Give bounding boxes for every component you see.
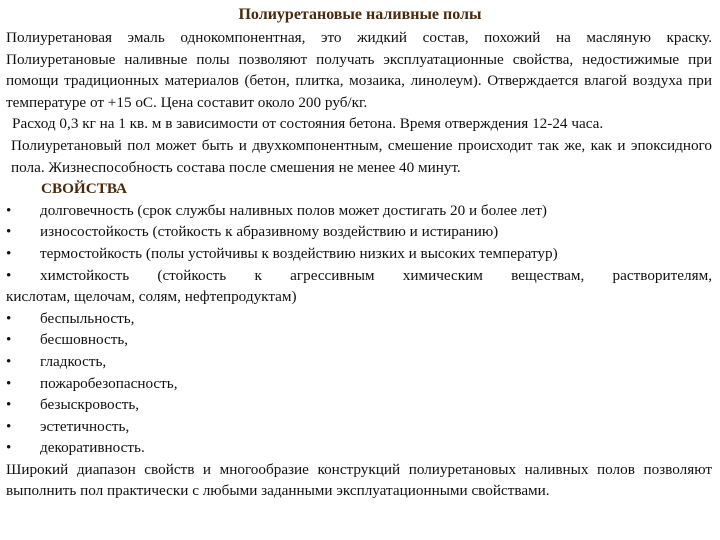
list-item-text: долговечность (срок службы наливных полов может достигать 20 и более лет) (40, 201, 547, 219)
consumption-paragraph: Расход 0,3 кг на 1 кв. м в зависимости от состояния бетона. Время отверждения 12-24 часа. (12, 115, 604, 133)
list-item (6, 200, 712, 222)
conclusion-paragraph: Широкий диапазон свойств и многообразие конструкций полиуретановых наливных полов позволяют выполнить пол практически с любыми заданными эксплуатационными свойствами. (6, 460, 712, 500)
list-item-text: бесшовность, (40, 331, 129, 349)
bullet-icon: • (6, 352, 12, 370)
document-title: Полиуретановые наливные полы (238, 6, 482, 23)
list-item (6, 243, 712, 265)
bullet-icon: • (6, 439, 12, 457)
list-item (6, 351, 712, 373)
properties-list (6, 200, 712, 459)
list-item (6, 437, 712, 459)
bullet-icon: • (6, 417, 12, 435)
list-item-text: эстетичность, (40, 417, 130, 435)
document-body (6, 27, 712, 502)
bullet-icon: • (6, 266, 12, 284)
list-item-text: беспыльность, (40, 309, 135, 327)
bullet-icon: • (6, 331, 12, 349)
list-item-text: безыскровость, (40, 396, 140, 414)
list-item (6, 308, 712, 330)
bullet-icon: • (6, 223, 12, 241)
list-item (6, 416, 712, 438)
properties-heading: СВОЙСТВА (41, 180, 127, 198)
list-item (6, 329, 712, 351)
bullet-icon: • (6, 244, 12, 262)
list-item-text: декоративность. (40, 439, 145, 457)
list-item (6, 221, 712, 243)
list-item (6, 265, 712, 308)
bullet-icon: • (6, 374, 12, 392)
bullet-icon: • (6, 396, 12, 414)
list-item-text: термостойкость (полы устойчивы к воздействию низких и высоких температур) (40, 244, 558, 262)
list-item-text: пожаробезопасность, (40, 374, 178, 392)
two-component-paragraph: Полиуретановый пол может быть и двухкомпонентным, смешение происходит так же, как и эпоксидного пола. Жизнеспособность состава после смешения не менее 40 минут. (11, 136, 712, 176)
bullet-icon: • (6, 309, 12, 327)
list-item (6, 394, 712, 416)
list-item-text: гладкость, (40, 352, 107, 370)
list-item-text-continued: кислотам, щелочам, солям, нефтепродуктам) (6, 288, 297, 306)
bullet-icon: • (6, 201, 12, 219)
list-item (6, 373, 712, 395)
intro-paragraph: Полиуретановая эмаль однокомпонентная, это жидкий состав, похожий на масляную краску. Полиуретановые наливные полы позволяют получать эксплуатационные свойства, недостижимые при помощи традиционных материалов (бетон, плитка, мозаика, линолеум). Отверждается влагой воздуха при температуре от +15 оС. Цена составит около 200 руб/кг. (6, 29, 712, 111)
list-item-text: химстойкость (стойкость к агрессивным химическим веществам, растворителям, (40, 266, 712, 284)
list-item-text: износостойкость (стойкость к абразивному воздействию и истиранию) (40, 223, 499, 241)
